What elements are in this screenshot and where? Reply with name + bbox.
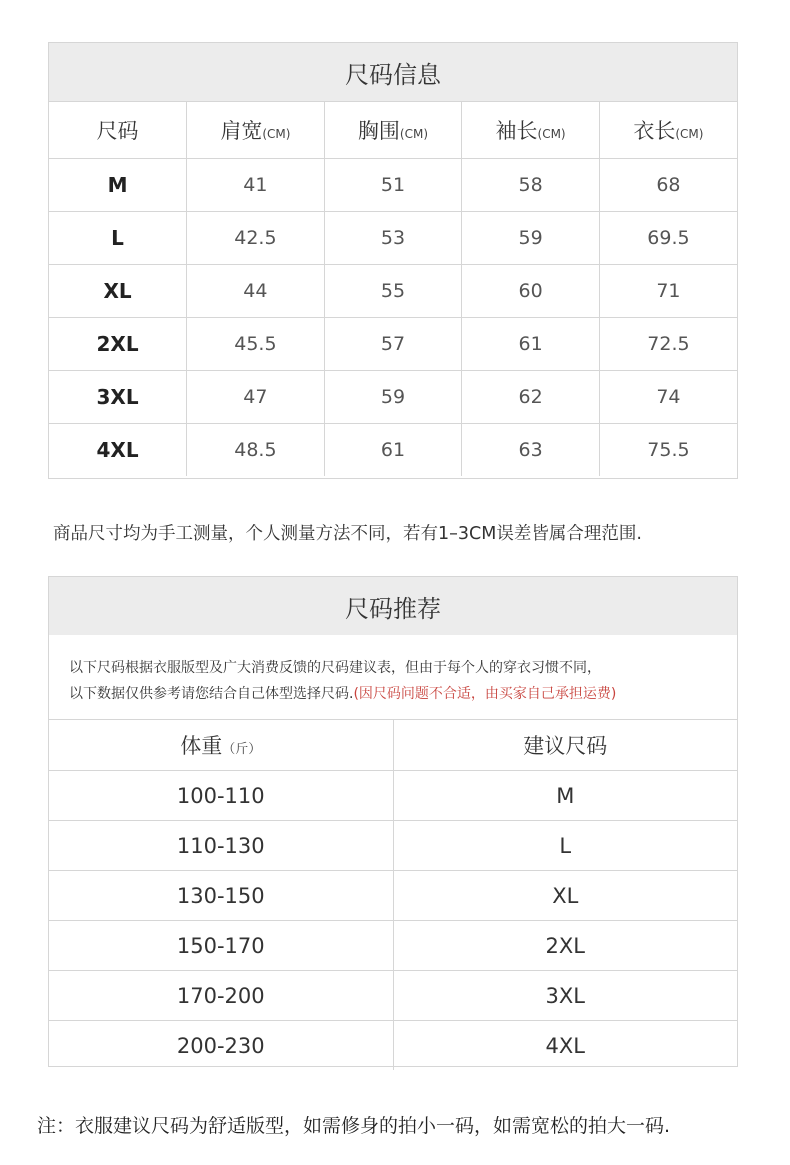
recommend-header-row bbox=[49, 720, 737, 771]
sleeve-cell: 61 bbox=[462, 318, 600, 371]
suggested-size-cell: XL bbox=[393, 871, 737, 921]
shoulder-cell: 44 bbox=[187, 265, 325, 318]
recommend-table-grid bbox=[49, 719, 737, 1070]
suggested-size-cell: 4XL bbox=[393, 1021, 737, 1071]
shipping-warning: (因尺码问题不合适，由买家自己承担运费) bbox=[353, 686, 617, 702]
suggested-size-cell: L bbox=[393, 821, 737, 871]
length-cell: 75.5 bbox=[599, 424, 737, 477]
table-row bbox=[49, 771, 737, 821]
shoulder-cell: 47 bbox=[187, 371, 325, 424]
size-table-header-row bbox=[49, 102, 737, 159]
suggested-size-cell: M bbox=[393, 771, 737, 821]
weight-cell: 200-230 bbox=[49, 1021, 393, 1071]
size-cell: XL bbox=[49, 265, 187, 318]
chest-cell: 57 bbox=[324, 318, 462, 371]
table-row bbox=[49, 318, 737, 371]
header-chest: 胸围(CM) bbox=[324, 102, 462, 159]
table-row bbox=[49, 971, 737, 1021]
table-row bbox=[49, 159, 737, 212]
size-cell: L bbox=[49, 212, 187, 265]
table-row bbox=[49, 871, 737, 921]
size-recommend-table bbox=[48, 576, 738, 1067]
size-info-table bbox=[48, 42, 738, 479]
shoulder-cell: 42.5 bbox=[187, 212, 325, 265]
chest-cell: 59 bbox=[324, 371, 462, 424]
measurement-note: 商品尺寸均为手工测量，个人测量方法不同，若有1–3CM误差皆属合理范围. bbox=[53, 524, 642, 544]
header-sleeve: 袖长(CM) bbox=[462, 102, 600, 159]
header-shoulder: 肩宽(CM) bbox=[187, 102, 325, 159]
length-cell: 68 bbox=[599, 159, 737, 212]
chest-cell: 55 bbox=[324, 265, 462, 318]
table-row bbox=[49, 371, 737, 424]
shoulder-cell: 41 bbox=[187, 159, 325, 212]
sleeve-cell: 60 bbox=[462, 265, 600, 318]
chest-cell: 61 bbox=[324, 424, 462, 477]
weight-cell: 110-130 bbox=[49, 821, 393, 871]
shoulder-cell: 48.5 bbox=[187, 424, 325, 477]
recommend-desc-line1: 以下尺码根据衣服版型及广大消费反馈的尺码建议表，但由于每个人的穿衣习惯不同， bbox=[69, 660, 601, 676]
table-row bbox=[49, 921, 737, 971]
size-cell: M bbox=[49, 159, 187, 212]
recommend-desc-line2: 以下数据仅供参考请您结合自己体型选择尺码.(因尺码问题不合适，由买家自己承担运费) bbox=[69, 686, 617, 702]
sleeve-cell: 58 bbox=[462, 159, 600, 212]
header-weight: 体重（斤） bbox=[49, 720, 393, 771]
size-table-grid bbox=[49, 101, 737, 476]
chest-cell: 53 bbox=[324, 212, 462, 265]
table-row bbox=[49, 212, 737, 265]
length-cell: 72.5 bbox=[599, 318, 737, 371]
table-row bbox=[49, 821, 737, 871]
table-row bbox=[49, 1021, 737, 1071]
size-cell: 3XL bbox=[49, 371, 187, 424]
suggested-size-cell: 2XL bbox=[393, 921, 737, 971]
recommend-description bbox=[49, 635, 737, 719]
weight-cell: 100-110 bbox=[49, 771, 393, 821]
header-suggested-size: 建议尺码 bbox=[393, 720, 737, 771]
length-cell: 74 bbox=[599, 371, 737, 424]
weight-cell: 150-170 bbox=[49, 921, 393, 971]
sleeve-cell: 62 bbox=[462, 371, 600, 424]
table-row bbox=[49, 265, 737, 318]
footer-note: 注：衣服建议尺码为舒适版型，如需修身的拍小一码，如需宽松的拍大一码. bbox=[37, 1115, 671, 1137]
header-size: 尺码 bbox=[49, 102, 187, 159]
sleeve-cell: 59 bbox=[462, 212, 600, 265]
shoulder-cell: 45.5 bbox=[187, 318, 325, 371]
size-info-title: 尺码信息 bbox=[49, 43, 737, 101]
size-cell: 2XL bbox=[49, 318, 187, 371]
size-cell: 4XL bbox=[49, 424, 187, 477]
chest-cell: 51 bbox=[324, 159, 462, 212]
size-recommend-title: 尺码推荐 bbox=[49, 577, 737, 635]
weight-cell: 170-200 bbox=[49, 971, 393, 1021]
sleeve-cell: 63 bbox=[462, 424, 600, 477]
table-row bbox=[49, 424, 737, 477]
weight-cell: 130-150 bbox=[49, 871, 393, 921]
header-length: 衣长(CM) bbox=[599, 102, 737, 159]
length-cell: 71 bbox=[599, 265, 737, 318]
suggested-size-cell: 3XL bbox=[393, 971, 737, 1021]
length-cell: 69.5 bbox=[599, 212, 737, 265]
